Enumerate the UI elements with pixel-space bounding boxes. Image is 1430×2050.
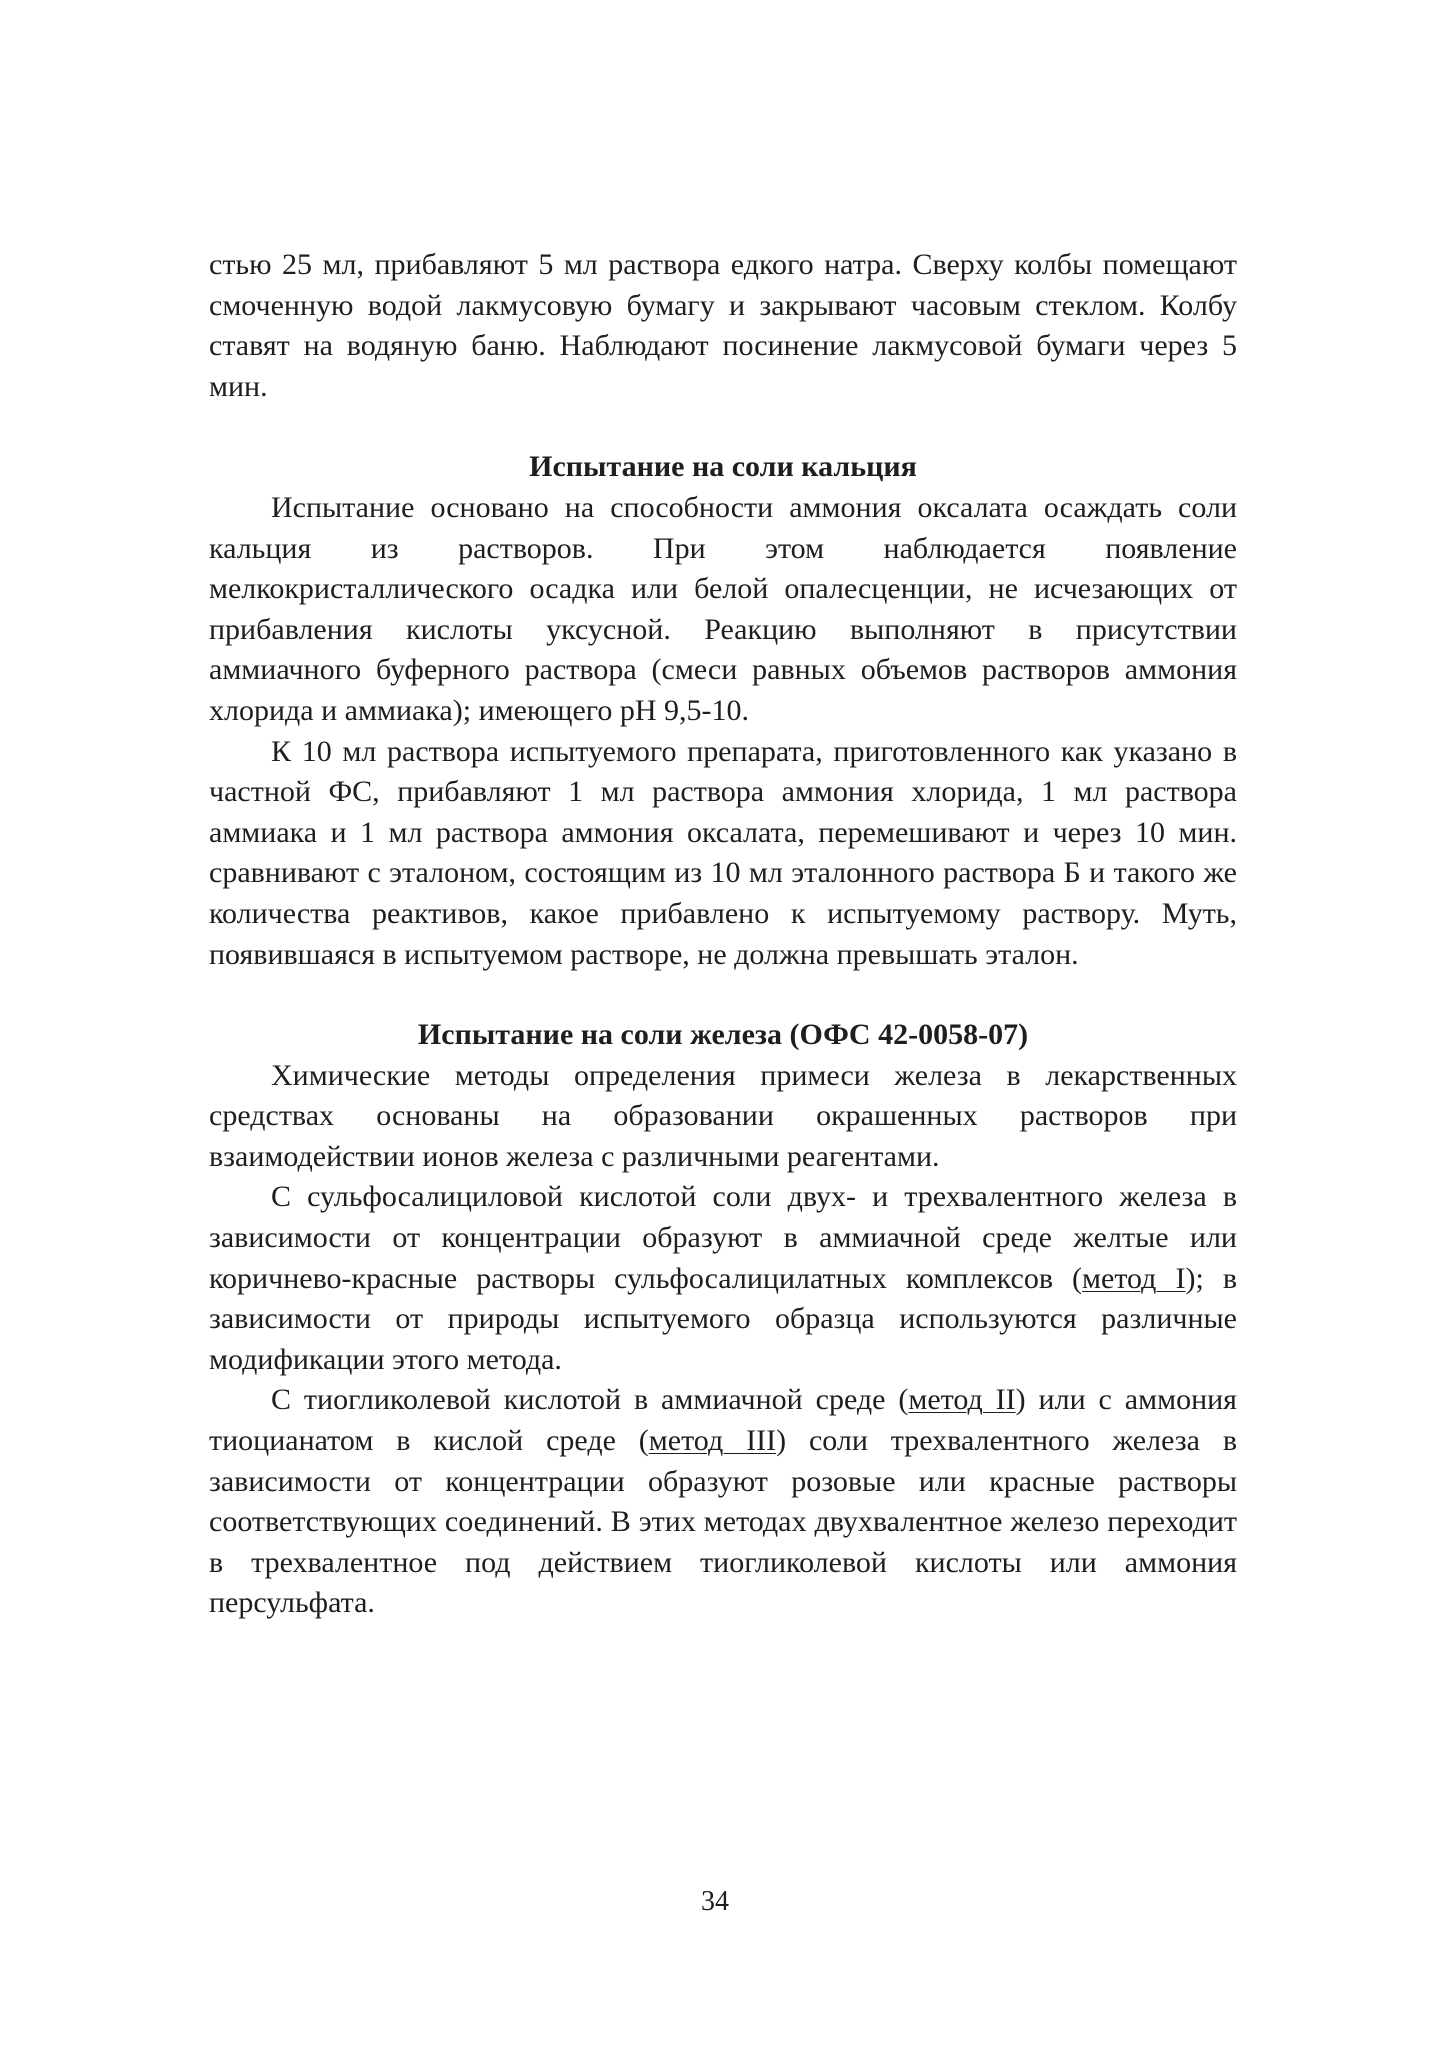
section-spacer xyxy=(209,975,1237,1015)
method-1-reference: метод I xyxy=(1082,1261,1186,1295)
method-3-reference: метод III xyxy=(648,1424,777,1458)
intro-paragraph: стью 25 мл, прибавляют 5 мл раствора едкого натра. Сверху колбы помещают смоченную водой лакмусовую бумагу и закрывают часовым стеклом. Колбу ставят на водяную баню. Наблюдают посинение лакмусовой бумаги через 5 мин. xyxy=(209,248,1237,403)
calcium-section-heading: Испытание на соли кальция xyxy=(529,450,917,484)
iron-paragraph-3 xyxy=(209,1380,1237,1624)
iron-section-heading: Испытание на соли железа (ОФС 42-0058-07) xyxy=(417,1018,1029,1052)
method-2-reference: метод II xyxy=(908,1383,1016,1417)
section-spacer xyxy=(209,407,1237,447)
iron-paragraph-3-text-b: ) или с аммония тиоцианатом в кислой среде ( xyxy=(209,1383,1237,1458)
iron-paragraph-2 xyxy=(209,1177,1237,1380)
calcium-paragraph-2: К 10 мл раствора испытуемого препарата, приготовленного как указано в частной ФС, прибавляют 1 мл раствора аммония хлорида, 1 мл раствора аммиака и 1 мл раствора аммония оксалата, перемешивают и через 10 мин. сравнивают с эталоном, состоящим из 10 мл эталонного раствора Б и такого же количества реактивов, какое прибавлено к испытуемому раствору. Муть, появившаяся в испытуемом растворе, не должна превышать эталон. xyxy=(209,734,1237,971)
text-column xyxy=(209,245,1237,1624)
iron-paragraph-3-text-a: С тиогликолевой кислотой в аммиачной среде ( xyxy=(271,1383,909,1417)
calcium-paragraph-1: Испытание основано на способности аммония оксалата осаждать соли кальция из растворов. При этом наблюдается появление мелкокристаллического осадка или белой опалесценции, не исчезающих от прибавления кислоты уксусной. Реакцию выполняют в присутствии аммиачного буферного раствора (смеси равных объемов растворов аммония хлорида и аммиака); имеющего pH 9,5-10. xyxy=(209,490,1237,727)
page-number: 34 xyxy=(701,1886,729,1917)
iron-paragraph-1: Химические методы определения примеси железа в лекарственных средствах основаны на образовании окрашенных растворов при взаимодействии ионов железа с различными реагентами. xyxy=(209,1058,1237,1173)
iron-paragraph-2-text-a: С сульфосалициловой кислотой соли двух- и трехвалентного железа в зависимости от концентрации образуют в аммиачной среде желтые или коричнево-красные растворы сульфосалицилатных комплексов ( xyxy=(209,1180,1237,1295)
iron-paragraph-2-text-b: ); в зависимости от природы испытуемого образца используются различные модификации этого метода. xyxy=(209,1261,1238,1376)
iron-paragraph-3-text-c: ) соли трехвалентного железа в зависимости от концентрации образуют розовые или красные растворы соответствующих соединений. В этих методах двухвалентное железо переходит в трехвалентное под действием тиогликолевой кислоты или аммония персульфата. xyxy=(209,1424,1237,1620)
